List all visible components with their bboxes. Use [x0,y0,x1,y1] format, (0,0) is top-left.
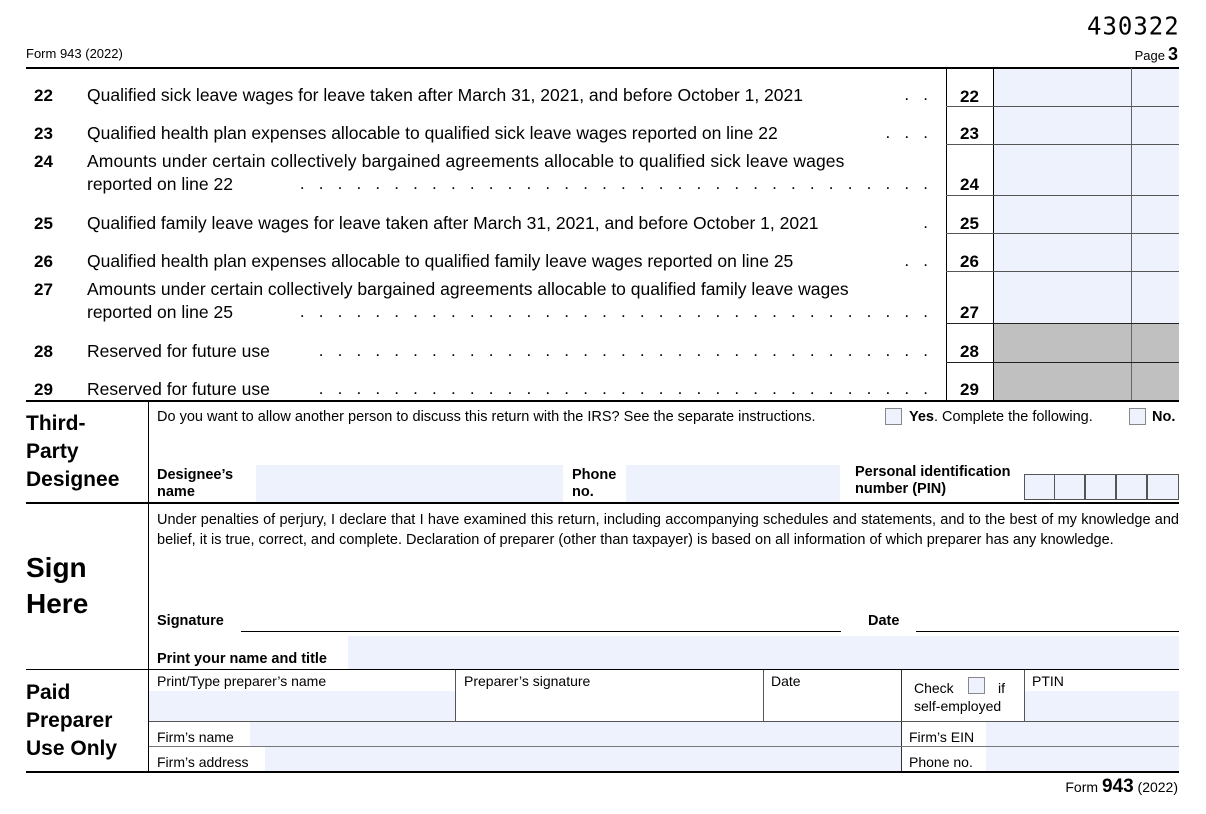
self-employed-checkbox[interactable] [968,677,985,694]
col-divider [763,670,764,721]
self-employed-label: self-employed [914,698,1002,714]
firm-name-input[interactable] [250,722,901,746]
line-22-amount[interactable] [994,69,1131,106]
firm-phone-input[interactable] [986,747,1179,771]
row-sep [946,144,1179,145]
line-23-cents[interactable] [1132,107,1179,144]
page-label [1135,44,1178,65]
firm-name-label: Firm’s name [157,729,234,745]
sign-date-line[interactable] [916,631,1179,632]
designee-yes-label: Yes. Complete the following. [909,409,1093,425]
bottom-rule [26,771,1179,773]
print-name-label: Print your name and title [157,651,327,667]
pin-digit-4[interactable] [1116,474,1147,500]
designee-no-checkbox[interactable] [1129,408,1146,425]
pin-label: Personal identification number (PIN) [855,464,1011,497]
line-25-cents[interactable] [1132,196,1179,233]
preparer-name-label: Print/Type preparer’s name [157,673,327,689]
signature-label: Signature [157,613,224,629]
check-if-label: if [998,680,1005,696]
page-number: 3 [1167,44,1178,64]
sign-date-label: Date [868,613,900,629]
line-26-amount[interactable] [994,234,1131,271]
designee-question: Do you want to allow another person to discuss this return with the IRS? See the separate instructions. [157,409,816,425]
line-29-reserved-amount [994,363,1131,400]
line-26-cents[interactable] [1132,234,1179,271]
firm-ein-input[interactable] [986,722,1179,746]
line-22-cents[interactable] [1132,69,1179,106]
pin-digit-3[interactable] [1085,474,1116,500]
designee-name-input[interactable] [256,465,563,502]
line-27-amount[interactable] [994,272,1131,323]
designee-phone-label: Phone no. [572,467,617,500]
line-27-cents[interactable] [1132,272,1179,323]
firm-phone-label: Phone no. [909,754,973,770]
third-party-designee-title: Third- Party Designee [26,412,120,491]
box-col-divider [946,68,947,400]
firm-address-input[interactable] [265,747,901,771]
line-25-amount[interactable] [994,196,1131,233]
row-sep [946,362,1179,363]
designee-yes-checkbox[interactable] [885,408,902,425]
pin-digit-1[interactable] [1024,474,1055,500]
section-rule [26,669,1179,670]
designee-name-label: Designee’s name [157,467,234,500]
footer-form-label: Form 943 (2022) [1065,776,1178,797]
ptin-input[interactable] [1025,691,1179,721]
perjury-declaration: Under penalties of perjury, I declare that I have examined this return, including accompanying schedules and statements, and to the best of my knowledge and belief, it is true, correct, and complete. Declaration of preparer (other than taxpayer) is based on all information of which preparer has any knowledge. [157,512,1179,548]
line-24-cents[interactable] [1132,145,1179,195]
row-sep [946,271,1179,272]
preparer-signature-label: Preparer’s signature [464,673,591,689]
row-sep [946,106,1179,107]
preparer-date-label: Date [771,673,801,689]
signature-line[interactable] [241,631,841,632]
section-rule [26,400,1179,402]
designee-phone-input[interactable] [626,465,840,502]
form-code: 430322 [1087,11,1180,41]
ptin-label: PTIN [1032,673,1064,689]
line-24-amount[interactable] [994,145,1131,195]
pin-digit-2[interactable] [1054,474,1085,500]
row-sep [946,195,1179,196]
sign-here-title: Sign Here [26,552,89,619]
section-rule [26,502,1179,504]
pin-digit-5[interactable] [1147,474,1179,500]
firm-ein-label: Firm’s EIN [909,729,975,745]
firm-address-label: Firm’s address [157,754,249,770]
row-sep [946,323,1179,324]
print-name-input[interactable] [348,636,1179,669]
line-23-amount[interactable] [994,107,1131,144]
line-28-reserved-cents [1132,324,1179,362]
page-prefix: Page [1134,48,1165,63]
line-29-reserved-cents [1132,363,1179,400]
designee-no-label: No. [1152,409,1176,425]
check-label: Check [914,680,954,696]
form-label: Form 943 (2022) [26,46,123,61]
paid-preparer-title: Paid Preparer Use Only [26,681,118,760]
row-sep [946,233,1179,234]
preparer-name-input[interactable] [149,691,455,721]
line-28-reserved-amount [994,324,1131,362]
col-divider [455,670,456,721]
